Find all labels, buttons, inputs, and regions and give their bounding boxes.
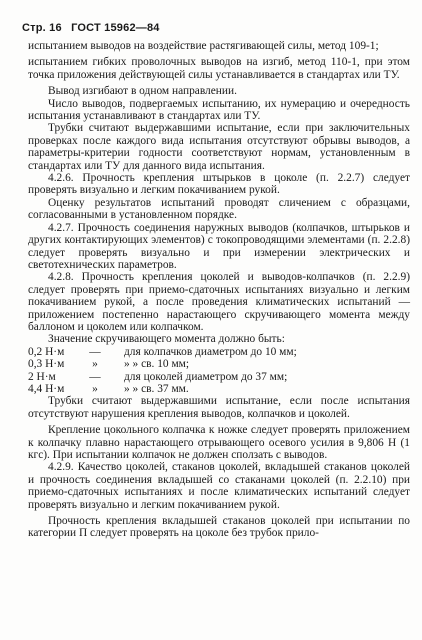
torque-qualifier: » bbox=[92, 382, 98, 395]
torque-row bbox=[28, 383, 410, 395]
torque-value: 0,3 Н·м bbox=[28, 358, 65, 371]
torque-row bbox=[28, 346, 410, 358]
torque-qualifier: — bbox=[89, 345, 101, 358]
page-header bbox=[22, 22, 166, 34]
paragraph: Число выводов, подвергаемых испытанию, их нумерацию и очередность испытания устанавливают в стандартах или ТУ. bbox=[28, 97, 410, 123]
page-number: Стр. 16 bbox=[22, 22, 62, 34]
paragraph: Крепление цокольного колпачка к ножке следует проверять приложением к колпачку плавно нарастающего отрывающего осевого усилия в 9,806 Н (1 кгс). При испытании колпачок не должен сползать с выводов. bbox=[28, 424, 410, 461]
section-4-2-8: 4.2.8. Прочность крепления цоколей и выводов-колпачков (п. 2.2.9) следует проверять при приемо-сдаточных испытаниях визуально и легким покачиванием рукой, а после проведения климатических испытаний — приложением постепенно нарастающего скручивающего момента между баллоном и цоколем или колпачком. bbox=[28, 271, 410, 333]
torque-value: 0,2 Н·м bbox=[28, 345, 65, 358]
torque-description: » » св. 10 мм; bbox=[124, 358, 190, 371]
torque-value: 4,4 Н·м bbox=[28, 382, 65, 395]
section-4-2-9: 4.2.9. Качество цоколей, стаканов цоколей, вкладышей стаканов цоколей и прочность соединения вкладышей со стаканами цоколей (п. 2.2.10) при приемо-сдаточных испытаниях и после климатических испытаний следует проверять визуально и легким покачиванием рукой. bbox=[28, 461, 410, 511]
standard-code: ГОСТ 15962—84 bbox=[71, 22, 160, 34]
torque-description: » » св. 37 мм. bbox=[124, 382, 189, 395]
document-body bbox=[28, 40, 410, 540]
torque-row bbox=[28, 371, 410, 383]
torque-row bbox=[28, 358, 410, 370]
torque-table bbox=[28, 346, 410, 396]
paragraph: Значение скручивающего момента должно быть: bbox=[48, 333, 285, 346]
paragraph: Вывод изгибают в одном направлении. bbox=[48, 85, 237, 98]
section-4-2-7: 4.2.7. Прочность соединения наружных выводов (колпачков, штырьков и других контактирующих элементов) с токопроводящими элементами (п. 2.2.8) следует проверять визуально и при измерении электрических и светотехнических параметров. bbox=[28, 221, 410, 271]
section-4-2-6: 4.2.6. Прочность крепления штырьков в цоколе (п. 2.2.7) следует проверять визуально и легким покачиванием рукой. bbox=[28, 172, 410, 197]
paragraph: Оценку результатов испытаний проводят сличением с образцами, согласованными в установленном порядке. bbox=[28, 196, 410, 222]
paragraph: Трубки считают выдержавшими испытание, если после испытания отсутствуют нарушения крепления выводов, колпачков и цоколей. bbox=[28, 395, 410, 420]
torque-description: для колпачков диаметром до 10 мм; bbox=[124, 345, 297, 358]
torque-qualifier: — bbox=[89, 370, 101, 383]
torque-qualifier: » bbox=[92, 358, 98, 371]
paragraph: испытанием выводов на воздействие растягивающей силы, метод 109-1; bbox=[28, 40, 379, 52]
torque-value: 2 Н·м bbox=[28, 370, 56, 383]
torque-description: для цоколей диаметром до 37 мм; bbox=[124, 370, 288, 383]
paragraph: Трубки считают выдержавшими испытание, если при заключительных проверках после каждого вида испытания отсутствуют обрывы выводов, а параметры-критерии годности соответствуют нормам, установленным в стандартах или ТУ для данного вида испытания. bbox=[28, 122, 410, 172]
paragraph: Прочность крепления вкладышей стаканов цоколей при испытании по категории П следует проверять на цоколе без трубок прило- bbox=[28, 515, 410, 540]
paragraph: испытанием гибких проволочных выводов на изгиб, метод 110-1, при этом точка приложения действующей силы устанавливается в стандартах или ТУ. bbox=[28, 56, 410, 81]
